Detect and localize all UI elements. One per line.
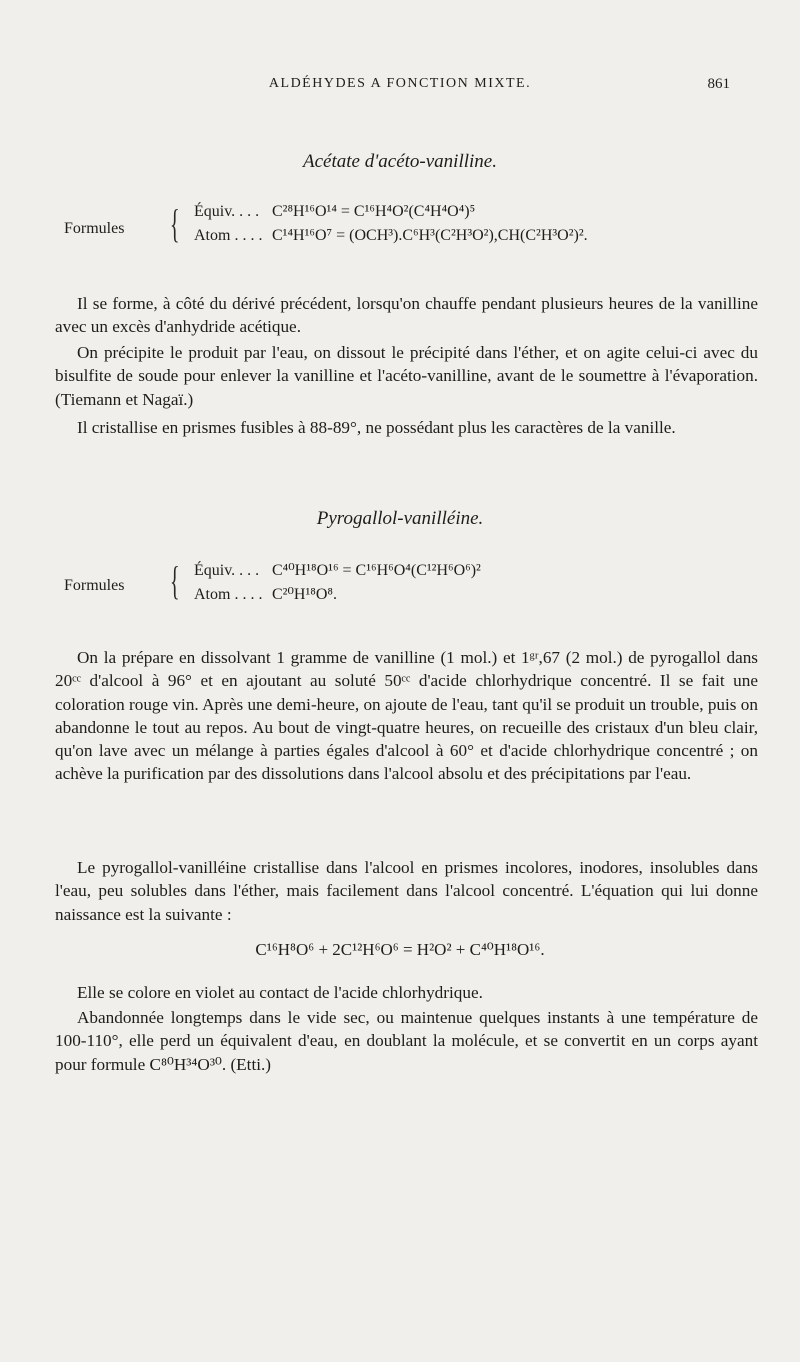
formula-value: C⁴⁰H¹⁸O¹⁶ = C¹⁶H⁶O⁴(C¹²H⁶O⁶)² — [272, 562, 481, 579]
formulas-label: Formules — [64, 577, 125, 594]
paragraph: Abandonnée longtemps dans le vide sec, ou maintenue quelques instants à une température de 100-110°, elle perd un équivalent d'eau, en doublant la molécule, et se convertit en un corps ayant pour formule C⁸⁰H³⁴O³⁰. (Etti.) — [55, 1008, 758, 1074]
paragraph: On la prépare en dissolvant 1 gramme de vanilline (1 mol.) et 1ᵍʳ,67 (2 mol.) de pyrogallol dans 20ᶜᶜ d'alcool à 96° et en ajoutant au soluté 50ᶜᶜ d'acide chlorhydrique concentré. Il se fait une coloration rouge vin. Après une demi-heure, on ajoute de l'eau, tant qu'il se produit un trouble, puis on abandonne le tout au repos. Au bout de vingt-quatre heures, on recueille des cristaux d'un bleu clair, qu'on lave avec un mélange à parties égales d'alcool à 60° et d'acide chlorhydrique concentré ; on achève la purification par des dissolutions dans l'alcool absolu et des précipitations par l'eau. — [55, 648, 758, 784]
brace-glyph: { — [170, 201, 180, 246]
running-head — [0, 74, 800, 96]
running-title: ALDÉHYDES A FONCTION MIXTE. — [268, 76, 532, 91]
formula-value: C²⁸H¹⁶O¹⁴ = C¹⁶H⁴O²(C⁴H⁴O⁴)⁵ — [272, 203, 476, 220]
paragraph: Il se forme, à côté du dérivé précédent, lorsqu'on chauffe pendant plusieurs heures de la vanilline avec un excès d'anhydride acétique. — [55, 294, 758, 337]
formula-name: Équiv. . . . — [194, 562, 260, 579]
formula-block-acetate — [60, 200, 760, 264]
formula-row-atom — [194, 584, 337, 604]
paragraph: Il cristallise en prismes fusibles à 88-89°, ne possédant plus les caractères de la vanille. — [77, 418, 676, 437]
formula-value: C²⁰H¹⁸O⁸. — [272, 586, 337, 603]
section-title-acetate: Acétate d'acéto-vanilline. — [303, 151, 497, 172]
equation: C¹⁶H⁸O⁶ + 2C¹²H⁶O⁶ = H²O² + C⁴⁰H¹⁸O¹⁶. — [255, 940, 545, 959]
paragraph: Elle se colore en violet au contact de l'acide chlorhydrique. — [77, 983, 483, 1002]
formula-row-equiv — [194, 203, 475, 221]
section-title-pyrogallol: Pyrogallol-vanilléine. — [316, 508, 484, 529]
paragraph: On précipite le produit par l'eau, on dissout le précipité dans l'éther, et on agite celui-ci avec du bisulfite de soude pour enlever la vanilline et l'acéto-vanilline, avant de le soumettre à l'évaporation. (Tiemann et Nagaï.) — [55, 343, 758, 409]
formula-name: Atom . . . . — [194, 227, 263, 244]
formula-row-atom — [194, 227, 588, 245]
formula-block-pyrogallol — [60, 557, 760, 621]
paragraph: Le pyrogallol-vanilléine cristallise dans l'alcool en prismes incolores, inodores, insolubles dans l'eau, peu solubles dans l'éther, mais facilement dans l'alcool concentré. L'équation qui lui donne naissance est la suivante : — [55, 858, 758, 924]
formula-name: Équiv. . . . — [194, 203, 260, 220]
brace-glyph: { — [170, 558, 180, 603]
page-number: 861 — [707, 76, 730, 92]
formulas-label: Formules — [64, 220, 125, 237]
formula-name: Atom . . . . — [194, 586, 263, 603]
formula-value: C¹⁴H¹⁶O⁷ = (OCH³).C⁶H³(C²H³O²),CH(C²H³O²)². — [272, 227, 588, 244]
formula-row-equiv — [194, 560, 481, 580]
